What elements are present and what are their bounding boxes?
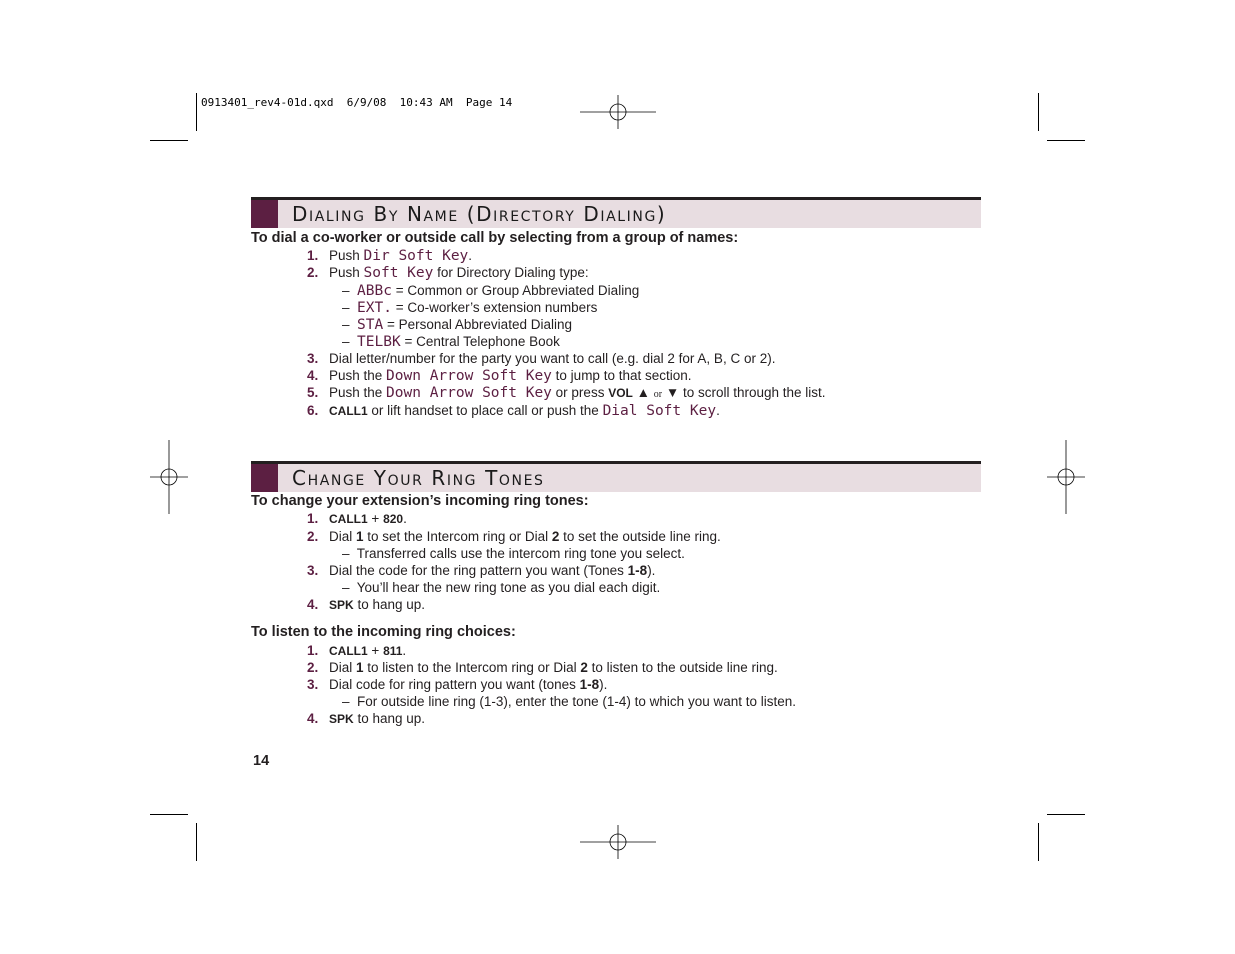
step-number: 2.: [307, 660, 319, 675]
step-number: 3.: [307, 677, 319, 692]
section-intro: To dial a co-worker or outside call by selecting from a group of names:: [251, 230, 739, 246]
registration-mark-top-icon: [580, 95, 656, 129]
header-accent-square: [251, 200, 278, 228]
section-title: Dialing By Name (Directory Dialing): [292, 202, 667, 226]
sub-item: – Transferred calls use the intercom ring tone you select.: [342, 546, 685, 561]
header-accent-square: [251, 464, 278, 492]
call1-key: CALL1: [329, 404, 368, 418]
spk-key: SPK: [329, 712, 354, 726]
sub-item: – EXT. = Co-worker’s extension numbers: [342, 300, 598, 316]
call1-key: CALL1: [329, 644, 368, 658]
print-slug: 0913401_rev4-01d.qxd 6/9/08 10:43 AM Page 14: [201, 96, 513, 109]
step-text: CALL1 or lift handset to place call or push the Dial Soft Key.: [329, 403, 720, 419]
lcd-code: STA: [357, 317, 384, 333]
step-text: SPK to hang up.: [329, 597, 425, 612]
soft-key-label: Dial Soft Key: [602, 403, 717, 419]
soft-key-label: Soft Key: [363, 265, 434, 281]
lcd-code: TELBK: [357, 334, 401, 350]
step-number: 1.: [307, 643, 319, 658]
soft-key-label: Down Arrow Soft Key: [386, 368, 552, 384]
step-text: CALL1 + 811.: [329, 643, 407, 658]
step-text: Push Dir Soft Key.: [329, 248, 473, 264]
lcd-code: EXT.: [357, 300, 392, 316]
step-number: 2.: [307, 529, 319, 544]
registration-mark-left-icon: [150, 440, 188, 514]
step-number: 1.: [307, 511, 319, 526]
step-number: 5.: [307, 385, 319, 400]
sub-item: – STA = Personal Abbreviated Dialing: [342, 317, 572, 333]
step-number: 2.: [307, 265, 319, 280]
step-text: SPK to hang up.: [329, 711, 425, 726]
step-text: Push the Down Arrow Soft Key to jump to that section.: [329, 368, 692, 384]
up-arrow-icon: ▲: [632, 385, 654, 400]
registration-mark-bottom-icon: [580, 825, 656, 859]
section-header-directory-dialing: [251, 197, 981, 228]
step-text: Push Soft Key for Directory Dialing type:: [329, 265, 589, 281]
sub-item: – For outside line ring (1-3), enter the tone (1-4) to which you want to listen.: [342, 694, 796, 709]
sub-item: – You’ll hear the new ring tone as you dial each digit.: [342, 580, 661, 595]
call1-key: CALL1: [329, 512, 368, 526]
step-number: 4.: [307, 597, 319, 612]
soft-key-label: Dir Soft Key: [363, 248, 469, 264]
section-title: Change Your Ring Tones: [292, 466, 545, 490]
step-number: 1.: [307, 248, 319, 263]
page-number: 14: [253, 753, 270, 769]
step-text: Dial 1 to set the Intercom ring or Dial 2 to set the outside line ring.: [329, 529, 721, 544]
vol-key: VOL: [608, 386, 633, 400]
step-number: 4.: [307, 711, 319, 726]
section-intro: To change your extension’s incoming ring tones:: [251, 493, 589, 509]
lcd-code: ABBc: [357, 283, 392, 299]
step-number: 6.: [307, 403, 319, 418]
step-text: Push the Down Arrow Soft Key or press VOL ▲ or ▼ to scroll through the list.: [329, 385, 826, 401]
spk-key: SPK: [329, 598, 354, 612]
step-text: Dial the code for the ring pattern you want (Tones 1-8).: [329, 563, 656, 578]
step-number: 3.: [307, 351, 319, 366]
step-text: Dial 1 to listen to the Intercom ring or Dial 2 to listen to the outside line ring.: [329, 660, 778, 675]
step-text: CALL1 + 820.: [329, 511, 407, 526]
soft-key-label: Down Arrow Soft Key: [386, 385, 552, 401]
section-intro: To listen to the incoming ring choices:: [251, 624, 516, 640]
registration-mark-right-icon: [1047, 440, 1085, 514]
step-text: Dial code for ring pattern you want (tones 1-8).: [329, 677, 608, 692]
sub-item: – ABBc = Common or Group Abbreviated Dialing: [342, 283, 640, 299]
sub-item: – TELBK = Central Telephone Book: [342, 334, 560, 350]
step-text: Dial letter/number for the party you want to call (e.g. dial 2 for A, B, C or 2).: [329, 351, 776, 366]
step-number: 3.: [307, 563, 319, 578]
step-number: 4.: [307, 368, 319, 383]
section-header-ring-tones: [251, 461, 981, 492]
down-arrow-icon: ▼: [662, 385, 680, 400]
